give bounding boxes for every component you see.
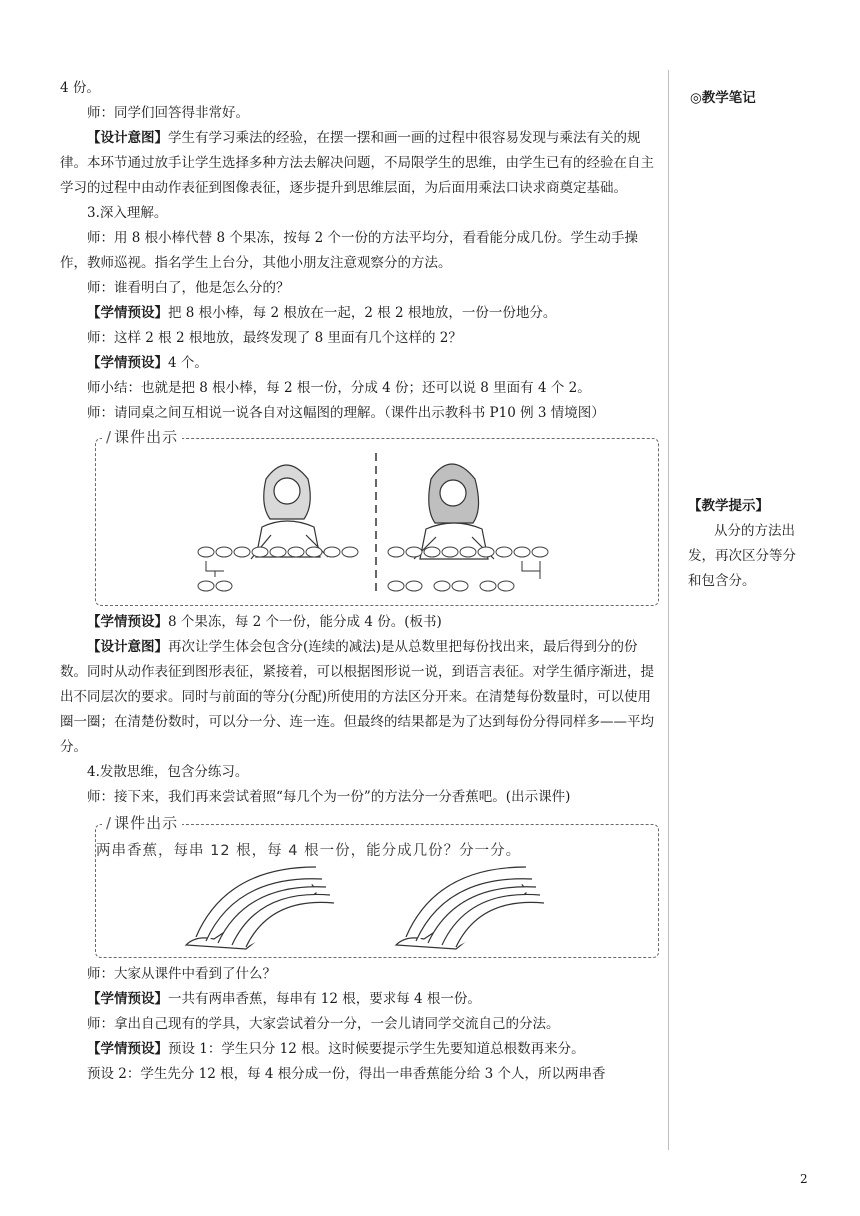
courseware-box-jelly bbox=[95, 428, 659, 606]
arrow-right-icon bbox=[522, 561, 540, 579]
paragraphs-top bbox=[60, 76, 664, 426]
girl-right-figure bbox=[414, 464, 494, 559]
paragraph-p17 bbox=[60, 987, 664, 1012]
courseware-label: ∕ 课件出示 bbox=[102, 425, 182, 450]
paragraph-tag: 【设计意图】 bbox=[87, 130, 168, 146]
jelly-row-right bbox=[388, 547, 548, 591]
paragraph-p1 bbox=[60, 76, 664, 101]
paragraph-tag: 【学情预设】 bbox=[87, 991, 168, 1007]
courseware-box-bananas bbox=[95, 814, 659, 958]
column-divider bbox=[668, 70, 669, 1150]
paragraph-p13 bbox=[60, 635, 664, 760]
courseware-question: 两串香蕉，每串 12 根，每 4 根一份，能分成几份？分一分。 bbox=[96, 843, 522, 859]
teaching-tip bbox=[688, 494, 808, 594]
paragraph-text: 3.深入理解。 bbox=[87, 205, 168, 221]
paragraph-tag: 【学情预设】 bbox=[87, 1041, 168, 1057]
paragraph-p14 bbox=[60, 760, 664, 785]
banana-bunch-left bbox=[186, 867, 334, 949]
paragraph-text: 4.发散思维，包含分练习。 bbox=[87, 764, 249, 780]
paragraph-text: 师：用 8 根小棒代替 8 个果冻，按每 2 个一份的方法平均分，看看能分成几份。学生动手操作，教师巡视。指名学生上台分，其他小朋友注意观察分的方法。 bbox=[60, 230, 639, 271]
paragraph-text: 师：大家从课件中看到了什么？ bbox=[87, 966, 276, 982]
teaching-notes-title: ◎教学笔记 bbox=[690, 90, 756, 106]
paragraph-tag: 【学情预设】 bbox=[87, 305, 168, 321]
paragraph-p18 bbox=[60, 1012, 664, 1037]
paragraph-tag: 【学情预设】 bbox=[87, 614, 168, 630]
paragraph-p15 bbox=[60, 785, 664, 810]
paragraph-text: 预设 2：学生先分 12 根，每 4 根分成一份，得出一串香蕉能分给 3 个人，所以两串香 bbox=[87, 1066, 606, 1082]
main-column bbox=[60, 76, 664, 1087]
paragraph-text: 学生有学习乘法的经验，在摆一摆和画一画的过程中很容易发现与乘法有关的规律。本环节通过放手让学生选择多种方法去解决问题，不局限学生的思维，由学生已有的经验在自主学习的过程中由动作表征到图像表征，逐步提升到思维层面，为后面用乘法口诀求商奠定基础。 bbox=[60, 130, 654, 196]
paragraph-p7 bbox=[60, 301, 664, 326]
paragraph-text: 师：谁看明白了，他是怎么分的？ bbox=[87, 280, 290, 296]
jelly-row-left bbox=[198, 547, 358, 591]
paragraph-p3 bbox=[60, 126, 664, 201]
paragraph-text: 8 个果冻，每 2 个一份，能分成 4 份。(板书) bbox=[168, 614, 442, 630]
paragraph-text: 把 8 根小棒，每 2 根放在一起，2 根 2 根地放，一份一份地分。 bbox=[168, 305, 557, 321]
arrow-left-icon bbox=[206, 561, 224, 577]
paragraph-p16 bbox=[60, 962, 664, 987]
paragraph-p4 bbox=[60, 201, 664, 226]
paragraph-p2 bbox=[60, 101, 664, 126]
teaching-tip-title: 【教学提示】 bbox=[688, 498, 769, 514]
courseware-label-2: ∕ 课件出示 bbox=[102, 811, 182, 836]
page-number: 2 bbox=[800, 1172, 808, 1186]
banana-bunch-right bbox=[396, 867, 544, 949]
jelly-division-illustration bbox=[96, 439, 658, 605]
paragraph-text: 4 份。 bbox=[60, 80, 100, 96]
pencil-icon: ∕ bbox=[106, 814, 113, 832]
paragraph-p5 bbox=[60, 226, 664, 276]
paragraphs-bottom bbox=[60, 962, 664, 1087]
paragraph-p19 bbox=[60, 1037, 664, 1062]
paragraph-text: 师：请同桌之间互相说一说各自对这幅图的理解。（课件出示教科书 P10 例 3 情境图） bbox=[87, 405, 605, 421]
paragraph-text: 4 个。 bbox=[168, 355, 208, 371]
paragraph-text: 师：同学们回答得非常好。 bbox=[87, 105, 249, 121]
pencil-icon: ∕ bbox=[106, 428, 113, 446]
paragraph-p9 bbox=[60, 351, 664, 376]
paragraph-text: 师：接下来，我们再来尝试着照“每几个为一份”的方法分一分香蕉吧。(出示课件) bbox=[87, 789, 571, 805]
paragraph-text: 再次让学生体会包含分(连续的减法)是从总数里把每份找出来，最后得到分的份数。同时从动作表征到图形表征，紧接着，可以根据图形说一说，到语言表征。对学生循序渐进，提出不同层次的要求。同时与前面的等分(分配)所使用的方法区分开来。在清楚每份数量时，可以使用圈一圈；在清楚份数时，可以分一分、连一连。但最终的结果都是为了达到每份分得同样多——平均分。 bbox=[60, 639, 654, 755]
paragraph-text: 师小结：也就是把 8 根小棒，每 2 根一份，分成 4 份；还可以说 8 里面有 4 个 2。 bbox=[87, 380, 591, 396]
paragraph-p10 bbox=[60, 376, 664, 401]
paragraph-text: 预设 1：学生只分 12 根。这时候要提示学生先要知道总根数再来分。 bbox=[168, 1041, 585, 1057]
paragraph-p8 bbox=[60, 326, 664, 351]
paragraph-text: 一共有两串香蕉，每串有 12 根，要求每 4 根一份。 bbox=[168, 991, 481, 1007]
paragraph-text: 师：拿出自己现有的学具，大家尝试着分一分，一会儿请同学交流自己的分法。 bbox=[87, 1016, 560, 1032]
paragraph-tag: 【学情预设】 bbox=[87, 355, 168, 371]
banana-bunches-illustration bbox=[96, 825, 658, 957]
paragraph-p11 bbox=[60, 401, 664, 426]
paragraph-p12 bbox=[60, 610, 664, 635]
teaching-tip-text: 从分的方法出发，再次区分等分和包含分。 bbox=[688, 523, 796, 589]
paragraph-text: 师：这样 2 根 2 根地放，最终发现了 8 里面有几个这样的 2？ bbox=[87, 330, 462, 346]
paragraphs-mid bbox=[60, 610, 664, 810]
girl-left-figure bbox=[251, 465, 328, 559]
paragraph-p20 bbox=[60, 1062, 664, 1087]
paragraph-p6 bbox=[60, 276, 664, 301]
paragraph-tag: 【设计意图】 bbox=[87, 639, 168, 655]
